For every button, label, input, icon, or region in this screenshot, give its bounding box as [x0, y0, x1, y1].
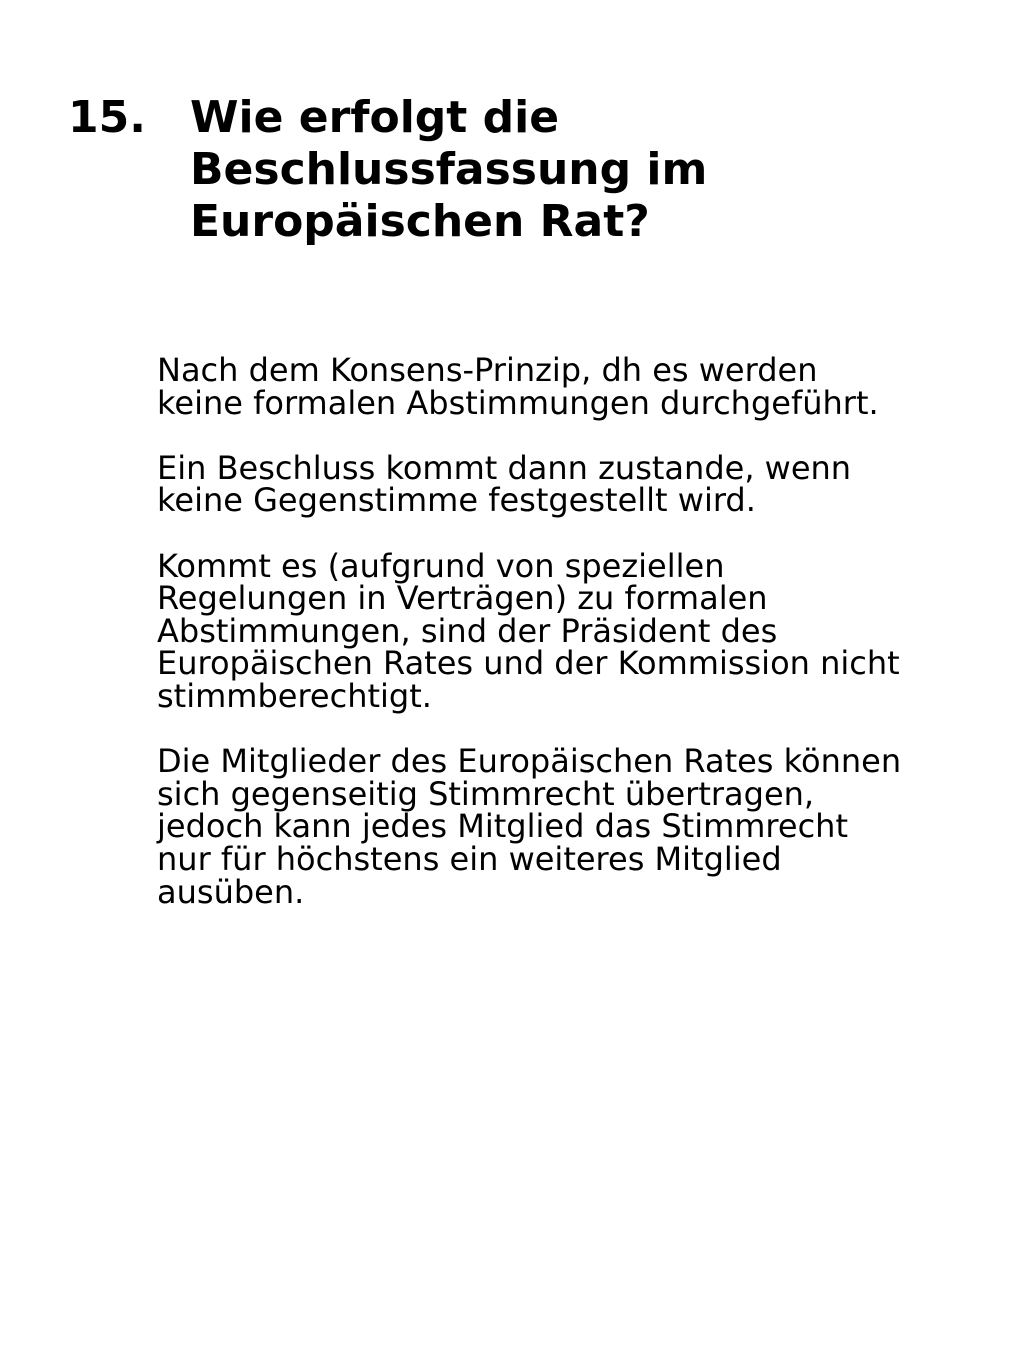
- answer-line: sich gegenseitig Stimmrecht übertragen,: [157, 774, 815, 813]
- answer-line: Abstimmungen, sind der Präsident des: [157, 611, 778, 650]
- question-title-line: Wie erfolgt die: [190, 92, 560, 143]
- answer-line: Europäischen Rates und der Kommission nicht: [157, 644, 900, 683]
- answer-line: Die Mitglieder des Europäischen Rates können: [157, 742, 902, 781]
- answer-text: [157, 351, 997, 941]
- answer-line: keine formalen Abstimmungen durchgeführt.: [157, 383, 879, 422]
- answer-paragraph-voting-rights: [157, 742, 997, 911]
- answer-line: keine Gegenstimme festgestellt wird.: [157, 481, 756, 520]
- answer-paragraph-consensus: [157, 351, 997, 422]
- answer-paragraph-decision: [157, 448, 997, 520]
- answer-line: Regelungen in Verträgen) zu formalen: [157, 579, 768, 618]
- answer-line: jedoch kann jedes Mitglied das Stimmrecht: [157, 807, 848, 846]
- question-heading: [68, 92, 968, 248]
- question-title-line: Beschlussfassung im: [190, 144, 708, 195]
- answer-line: Nach dem Konsens-Prinzip, dh es werden: [157, 351, 818, 389]
- answer-line: ausüben.: [157, 872, 305, 911]
- answer-line: Kommt es (aufgrund von speziellen: [157, 546, 725, 585]
- answer-line: nur für höchstens ein weiteres Mitglied: [157, 839, 782, 878]
- question-number: 15.: [68, 92, 146, 143]
- answer-line: stimmberechtigt.: [157, 676, 432, 715]
- answer-paragraph-formal-votes: [157, 546, 997, 715]
- question-title: [190, 92, 968, 248]
- answer-line: Ein Beschluss kommt dann zustande, wenn: [157, 448, 852, 487]
- question-title-line: Europäischen Rat?: [190, 196, 650, 247]
